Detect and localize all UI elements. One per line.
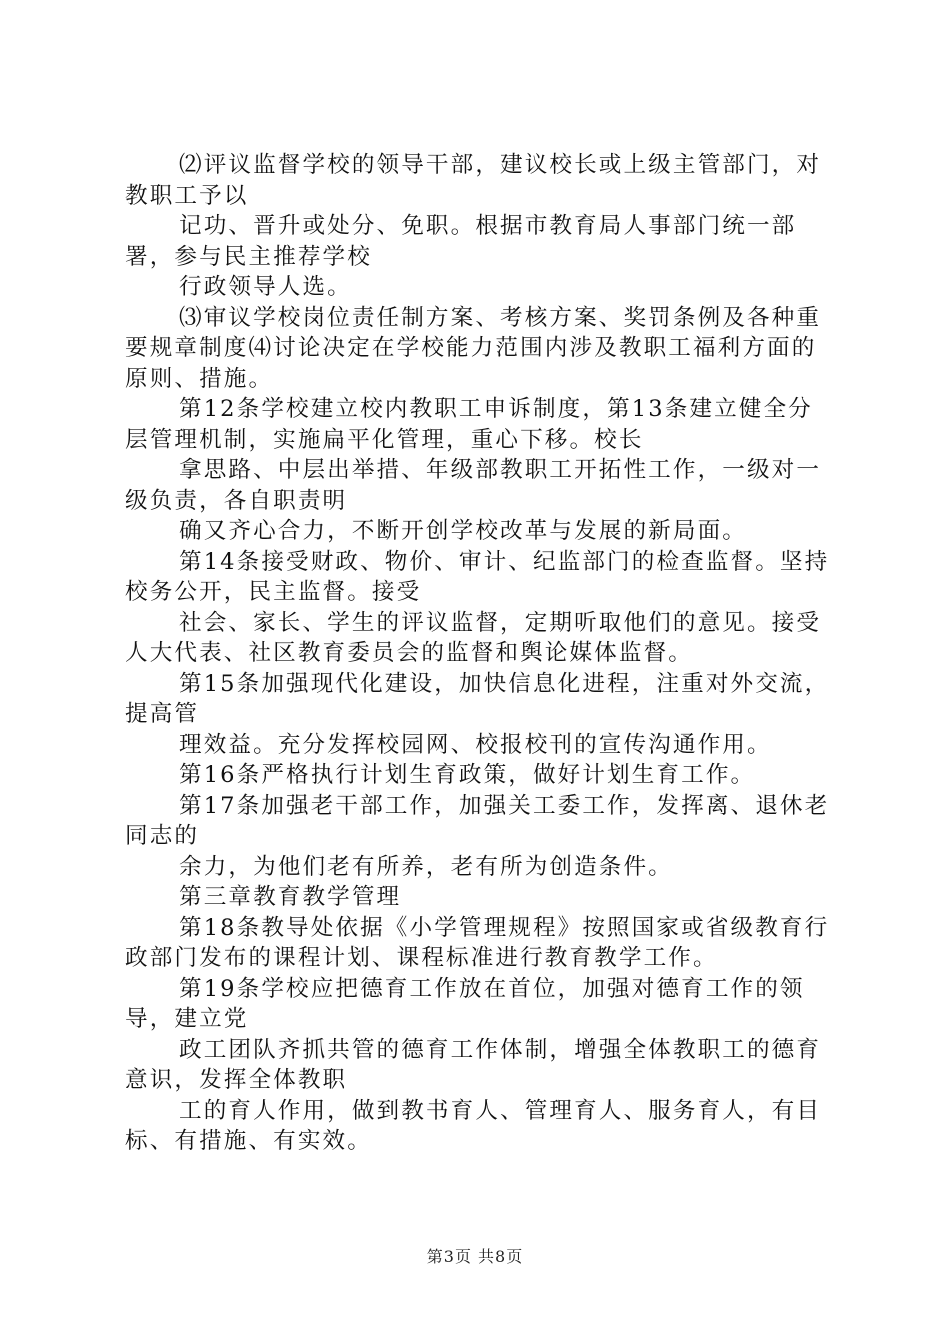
paragraph: 第12条学校建立校内教职工申诉制度，第13条建立健全分层管理机制，实施扁平化管理，重心下移。校长 xyxy=(125,396,813,453)
paragraph: 理效益。充分发挥校园网、校报校刊的宣传沟通作用。 xyxy=(179,731,772,758)
paragraph: 确又齐心合力，不断开创学校改革与发展的新局面。 xyxy=(179,518,747,544)
paragraph: 第16条严格执行计划生育政策，做好计划生育工作。 xyxy=(179,762,756,788)
paragraph: 行政领导人选。 xyxy=(179,274,352,300)
paragraph: 拿思路、中层出举措、年级部教职工开拓性工作，一级对一级负责，各自职责明 xyxy=(125,457,822,514)
paragraph: 工的育人作用，做到教书育人、管理育人、服务育人，有目标、有措施、有实效。 xyxy=(125,1097,822,1154)
paragraph: 政工团队齐抓共管的德育工作体制，增强全体教职工的德育意识，发挥全体教职 xyxy=(125,1036,822,1093)
paragraph: 第18条教导处依据《小学管理规程》按照国家或省级教育行政部门发布的课程计划、课程标准进行教育教学工作。 xyxy=(125,914,830,971)
paragraph: 第17条加强老干部工作，加强关工委工作，发挥离、退休老同志的 xyxy=(125,792,830,849)
paragraph: 社会、家长、学生的评议监督，定期听取他们的意见。接受人大代表、社区教育委员会的监督和舆论媒体监督。 xyxy=(125,609,822,666)
paragraph: 第15条加强现代化建设，加快信息化进程，注重对外交流，提高管 xyxy=(125,670,830,727)
page-number-footer: 第3页 共8页 xyxy=(426,1247,524,1266)
paragraph: 第19条学校应把德育工作放在首位，加强对德育工作的领导，建立党 xyxy=(125,975,805,1032)
chapter-heading: 第三章教育教学管理 xyxy=(179,884,402,910)
paragraph: ⑶审议学校岗位责任制方案、考核方案、奖罚条例及各种重要规章制度⑷讨论决定在学校能力范围内涉及教职工福利方面的原则、措施。 xyxy=(125,304,822,392)
paragraph: 余力，为他们老有所养，老有所为创造条件。 xyxy=(179,853,673,880)
document-body xyxy=(125,150,837,1157)
paragraph: 第14条接受财政、物价、审计、纪监部门的检查监督。坚持校务公开，民主监督。接受 xyxy=(125,548,830,605)
paragraph: ⑵评议监督学校的领导干部，建议校长或上级主管部门，对教职工予以 xyxy=(125,152,822,209)
paragraph: 记功、晋升或处分、免职。根据市教育局人事部门统一部署，参与民主推荐学校 xyxy=(125,213,797,270)
